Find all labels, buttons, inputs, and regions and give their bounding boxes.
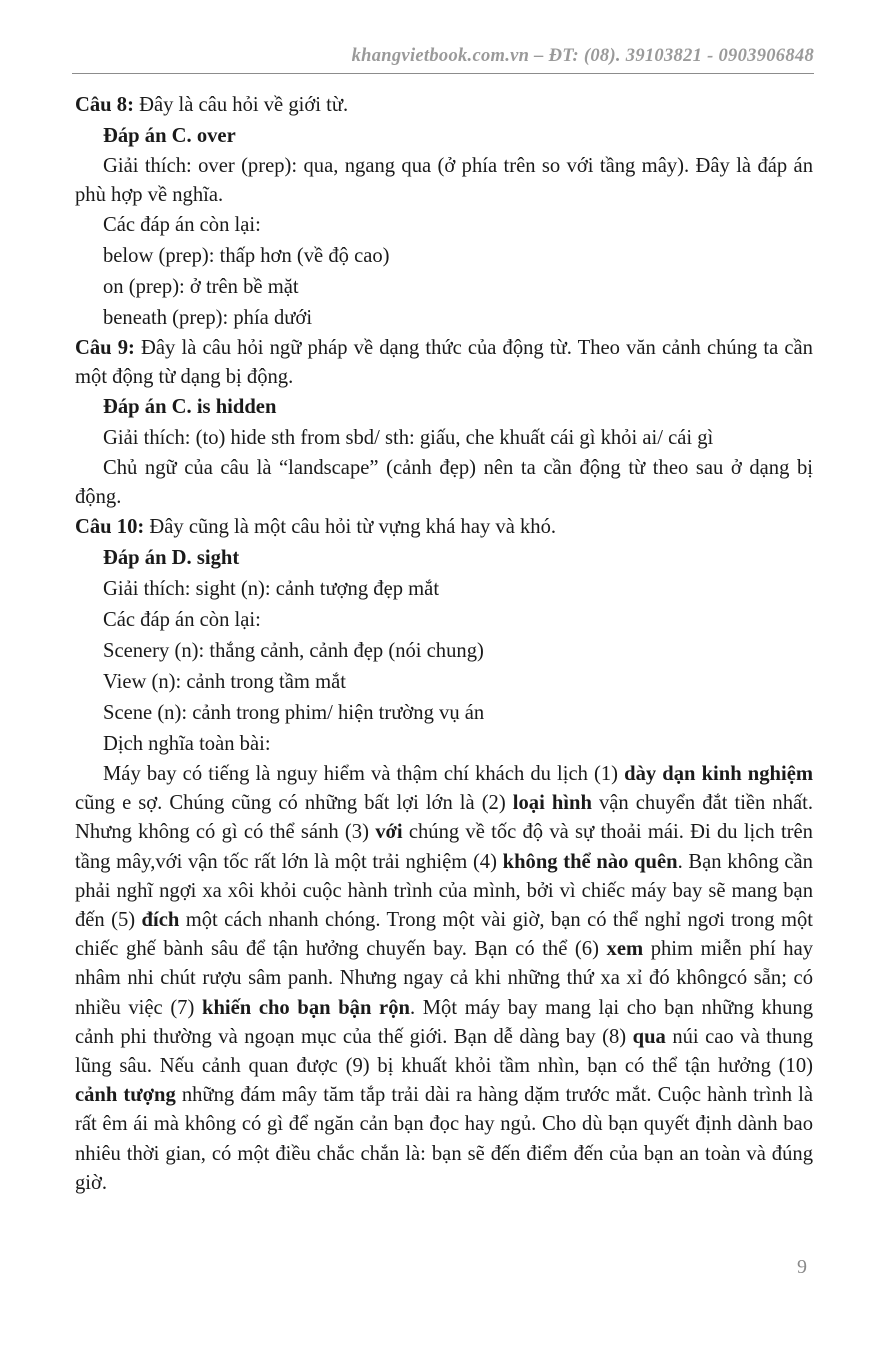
q8-answer-text: Đáp án C. over <box>103 125 236 147</box>
q8-other-item: below (prep): thấp hơn (về độ cao) <box>103 245 390 267</box>
translation-title: Dịch nghĩa toàn bài: <box>103 733 271 755</box>
q10-answer <box>75 543 813 574</box>
passage-text: Máy bay có tiếng là nguy hiểm và thậm chí khách du lịch (1) <box>103 763 625 785</box>
q9-answer-text: Đáp án C. is hidden <box>103 396 277 418</box>
header-divider <box>72 73 814 74</box>
q10-label: Câu 10: <box>75 516 145 538</box>
q10-other-item: Scene (n): cảnh trong phim/ hiện trường vụ án <box>103 702 485 724</box>
translation-passage <box>75 760 813 1198</box>
q10-explanation: Giải thích: sight (n): cảnh tượng đẹp mắt <box>103 578 440 600</box>
q8-intro: Đây là câu hỏi về giới từ. <box>133 94 349 116</box>
passage-text: chúng về tốc độ và sự thoải mái. Đi du lịch trên tầng mây,với vận tốc rất lớn là một trải nghiệm (4) <box>75 821 813 873</box>
q8-other-item: beneath (prep): phía dưới <box>103 307 313 329</box>
passage-highlight: dày dạn kinh nghiệm <box>624 763 813 785</box>
passage-highlight: khiến cho bạn bận rộn <box>201 996 410 1019</box>
q9-label: Câu 9: <box>75 337 135 359</box>
q10-others-title: Các đáp án còn lại: <box>103 609 261 631</box>
passage-highlight: không thể nào quên <box>502 850 678 873</box>
q8-label: Câu 8: <box>75 94 134 116</box>
passage-text: những đám mây tăm tắp trải dài ra hàng dặm trước mắt. Cuộc hành trình là rất êm ái mà không có gì để ngăn cản bạn đọc hay ngủ. Cho dù bạn quyết định dành bao nhiêu thời gian, có một điều chắc chắn là: bạn sẽ đến điểm đến của bạn an toàn và đúng giờ. <box>75 1084 813 1194</box>
q10-heading <box>75 512 813 543</box>
q9-answer <box>75 392 813 423</box>
passage-text: một cách nhanh chóng. Trong một vài giờ, bạn có thể nghỉ ngơi trong một chiếc ghế bành sâu để tận hưởng chuyến bay. Bạn có thể (6) <box>75 909 813 961</box>
passage-text: . Một máy bay mang lại cho bạn những khung cảnh phi thường và ngoạn mục của thế giới. Bạn dễ dàng bay (8) <box>75 996 813 1048</box>
page-content <box>75 90 813 1198</box>
q10-other-item: View (n): cảnh trong tầm mắt <box>103 671 346 693</box>
passage-highlight: cảnh tượng <box>75 1084 176 1107</box>
q9-intro: Đây là câu hỏi ngữ pháp về dạng thức của động từ. Theo văn cảnh chúng ta cần một động từ dạng bị động. <box>75 337 813 388</box>
q8-other-item: on (prep): ở trên bề mặt <box>103 276 299 298</box>
passage-highlight: đích <box>141 909 180 932</box>
q8-others-title: Các đáp án còn lại: <box>103 214 261 236</box>
passage-highlight: loại hình <box>512 792 592 815</box>
page-number: 9 <box>797 1256 807 1278</box>
q8-answer <box>75 121 813 152</box>
passage-text: phim miễn phí hay nhâm nhi chút rượu sâm panh. Nhưng ngay cả khi những thứ xa xỉ đó khôngcó sẵn; có nhiều việc (7) <box>75 938 814 1019</box>
passage-highlight: qua <box>632 1025 666 1048</box>
passage-text: núi cao và thung lũng sâu. Nếu cảnh quan được (9) bị khuất khỏi tầm nhìn, bạn có thể tận hưởng (10) <box>75 1025 813 1078</box>
passage-text: vận chuyển đắt tiền nhất. Nhưng không có gì có thể sánh (3) <box>75 792 813 844</box>
q9-heading <box>75 334 813 392</box>
passage-text: . Bạn không cần phải nghĩ ngợi xa xôi khỏi cuộc hành trình của mình, bởi vì chiếc máy bay sẽ mang bạn đến (5) <box>75 850 813 932</box>
page-header: khangvietbook.com.vn – ĐT: (08). 39103821 - 0903906848 <box>351 46 814 66</box>
q10-answer-text: Đáp án D. sight <box>103 547 240 569</box>
q9-explanation: Giải thích: (to) hide sth from sbd/ sth: giấu, che khuất cái gì khỏi ai/ cái gì <box>103 427 714 449</box>
q8-explanation: Giải thích: over (prep): qua, ngang qua (ở phía trên so với tầng mây). Đây là đáp án phù hợp về nghĩa. <box>75 155 813 206</box>
passage-text: cũng e sợ. Chúng cũng có những bất lợi lớn là (2) <box>75 792 513 815</box>
passage-highlight: với <box>375 821 403 844</box>
q8-heading <box>75 90 813 121</box>
q9-note: Chủ ngữ của câu là “landscape” (cảnh đẹp) nên ta cần động từ theo sau ở dạng bị động. <box>75 457 813 508</box>
q10-other-item: Scenery (n): thắng cảnh, cảnh đẹp (nói chung) <box>103 640 484 662</box>
passage-highlight: xem <box>606 938 644 961</box>
q10-intro: Đây cũng là một câu hỏi từ vựng khá hay và khó. <box>144 516 557 538</box>
